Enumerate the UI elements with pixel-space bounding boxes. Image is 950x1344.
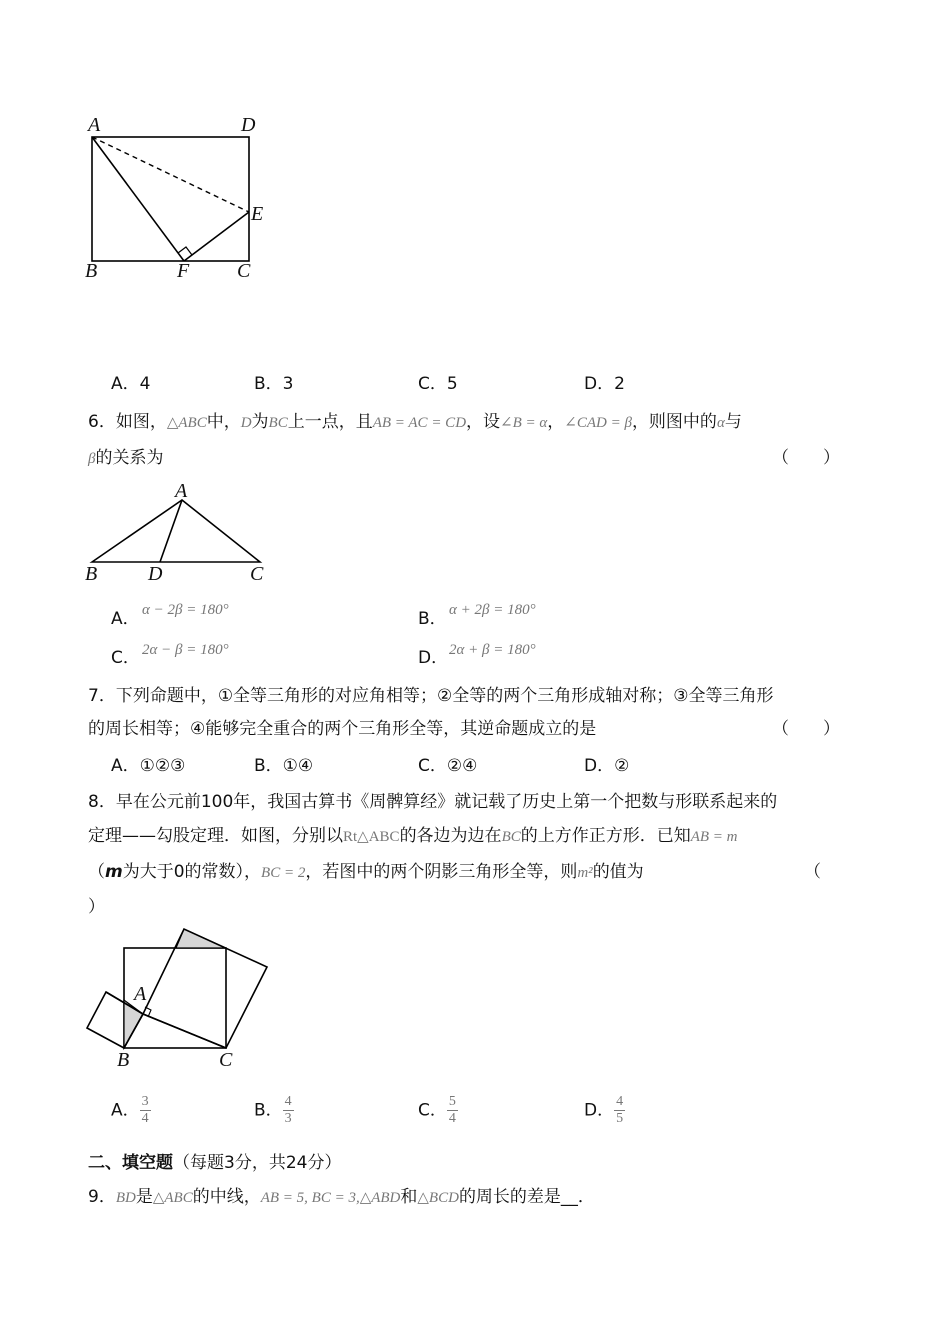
q8-option-c-fraction xyxy=(447,1094,458,1127)
q8-option-d-num: 4 xyxy=(616,1094,624,1109)
q8-bc-2: BC = 2 xyxy=(261,865,306,881)
q9-vals: AB = 5, BC = 3,△ABD xyxy=(260,1190,401,1206)
q7-option-a: A．①②③ xyxy=(111,756,186,776)
q6-t7: 与 xyxy=(724,412,742,432)
q6-t8: 的关系为 xyxy=(95,448,164,468)
q7-option-b: B．①④ xyxy=(254,756,314,776)
q8-option-d-fraction xyxy=(614,1094,625,1127)
q8-option-a-den: 4 xyxy=(141,1111,149,1126)
q9-t3: 和 xyxy=(400,1187,418,1207)
q6-t2: 为 xyxy=(251,412,269,432)
q5-option-a: A．4 xyxy=(111,374,151,394)
q8-option-c xyxy=(418,1094,458,1127)
q6-t4: ，设 xyxy=(466,412,501,432)
q8-option-a-num: 3 xyxy=(141,1094,149,1109)
q9-t1: 是 xyxy=(135,1187,153,1207)
label-a: A xyxy=(88,114,101,136)
q8-option-c-den: 4 xyxy=(448,1111,456,1126)
label-c: C xyxy=(237,260,251,282)
q8-option-b-num: 4 xyxy=(284,1094,292,1109)
q8-m: m xyxy=(105,862,123,882)
q6-option-c-label: C． xyxy=(111,648,140,668)
q9-t2: 的中线， xyxy=(192,1187,261,1207)
q6-num: 6．如图， xyxy=(88,412,167,432)
q6-angle-b: ∠B = α xyxy=(500,415,548,431)
q9-line xyxy=(88,1185,595,1210)
label-e: E xyxy=(251,203,264,225)
q8-option-c-label: C． xyxy=(418,1100,447,1121)
q8-paren-close: ） xyxy=(88,897,105,917)
q6-label-a: A xyxy=(175,480,188,502)
q8-paren-open: （ xyxy=(804,862,821,882)
q6-beta: β xyxy=(88,451,96,467)
q9-num: 9． xyxy=(88,1187,116,1207)
q9-bd: BD xyxy=(115,1190,136,1206)
shaded-triangle-left xyxy=(124,1000,143,1048)
q8-label-b: B xyxy=(117,1049,130,1071)
q7-line2: 的周长相等；④能够完全重合的两个三角形全等，其逆命题成立的是 xyxy=(88,719,597,739)
section2-title: 二、填空题 xyxy=(88,1153,173,1173)
q8-rt-triangle: Rt△ABC xyxy=(343,829,400,845)
q6-tri: △ABC xyxy=(166,415,207,431)
q8-option-a-fraction xyxy=(140,1094,151,1127)
q6-d: D xyxy=(240,415,252,431)
q6-option-a-expr: α − 2β = 180° xyxy=(142,602,229,618)
q8-m-squared: m² xyxy=(577,865,593,881)
q6-option-c-expr: 2α − β = 180° xyxy=(142,642,229,658)
q7-line1: 7．下列命题中，①全等三角形的对应角相等；②全等的两个三角形成轴对称；③全等三角形 xyxy=(88,686,774,706)
q6-option-d-expr: 2α + β = 180° xyxy=(449,642,536,658)
q9-t4: 的周长的差是__． xyxy=(458,1187,595,1207)
q6-label-c: C xyxy=(250,563,264,585)
q6-answer-paren: （ ） xyxy=(772,448,840,468)
q8-label-c: C xyxy=(219,1049,233,1071)
q6-alpha: α xyxy=(716,415,725,431)
q6-option-a-label: A． xyxy=(111,609,140,629)
q6-bc: BC xyxy=(268,415,288,431)
q5-option-d: D．2 xyxy=(584,374,625,394)
q8-l2c: 的上方作正方形．已知 xyxy=(520,826,691,846)
q8-label-a: A xyxy=(134,983,147,1005)
q8-option-b-fraction xyxy=(283,1094,294,1127)
q8-l3b: 为大于0的常数）， xyxy=(122,862,262,882)
section2-heading xyxy=(88,1151,341,1175)
q6-angle-cad: ∠CAD = β xyxy=(564,415,632,431)
q8-option-d-den: 5 xyxy=(616,1111,624,1126)
q8-option-b-den: 3 xyxy=(284,1111,292,1126)
q8-l2a: 定理——勾股定理．如图，分别以 xyxy=(88,826,343,846)
q8-option-a xyxy=(111,1094,151,1127)
q6-t5: ， xyxy=(547,412,565,432)
q7-option-c: C．②④ xyxy=(418,756,478,776)
q6-t6: ，则图中的 xyxy=(631,412,717,432)
q8-l3d: 的值为 xyxy=(592,862,644,882)
q8-option-d-label: D． xyxy=(584,1100,615,1121)
q8-bc: BC xyxy=(501,829,521,845)
q6-label-d: D xyxy=(148,563,163,585)
q8-l2b: 的各边为边在 xyxy=(399,826,502,846)
q8-ab-m: AB = m xyxy=(690,829,738,845)
q8-option-c-num: 5 xyxy=(448,1094,456,1109)
q9-tri: △ABC xyxy=(152,1190,193,1206)
q6-option-d-label: D． xyxy=(418,648,449,668)
q6-t3: 上一点，且 xyxy=(287,412,373,432)
q8-option-b xyxy=(254,1094,294,1127)
q8-line1: 8．早在公元前100年，我国古算书《周髀算经》就记载了历史上第一个把数与形联系起来的 xyxy=(88,792,778,812)
q5-option-b: B．3 xyxy=(254,374,294,394)
q5-option-c: C．5 xyxy=(418,374,458,394)
q6-option-b-expr: α + 2β = 180° xyxy=(449,602,536,618)
q6-t1: 中， xyxy=(206,412,241,432)
q6-eq: AB = AC = CD xyxy=(372,415,467,431)
q8-option-b-label: B． xyxy=(254,1100,283,1121)
label-b: B xyxy=(85,260,98,282)
section2-note: （每题3分，共24分） xyxy=(173,1153,342,1173)
q9-tri2: △BCD xyxy=(417,1190,459,1206)
q8-l3c: ，若图中的两个阴影三角形全等，则 xyxy=(305,862,578,882)
q7-answer-paren: （ ） xyxy=(772,719,840,739)
label-f: F xyxy=(177,260,190,282)
q8-option-d xyxy=(584,1094,625,1127)
label-d: D xyxy=(241,114,256,136)
q7-option-d: D．② xyxy=(584,756,630,776)
q8-option-a-label: A． xyxy=(111,1100,140,1121)
segment-ac xyxy=(143,1014,226,1048)
q8-l3a: （ xyxy=(88,862,105,882)
q6-label-b: B xyxy=(85,563,98,585)
q6-option-b-label: B． xyxy=(418,609,447,629)
